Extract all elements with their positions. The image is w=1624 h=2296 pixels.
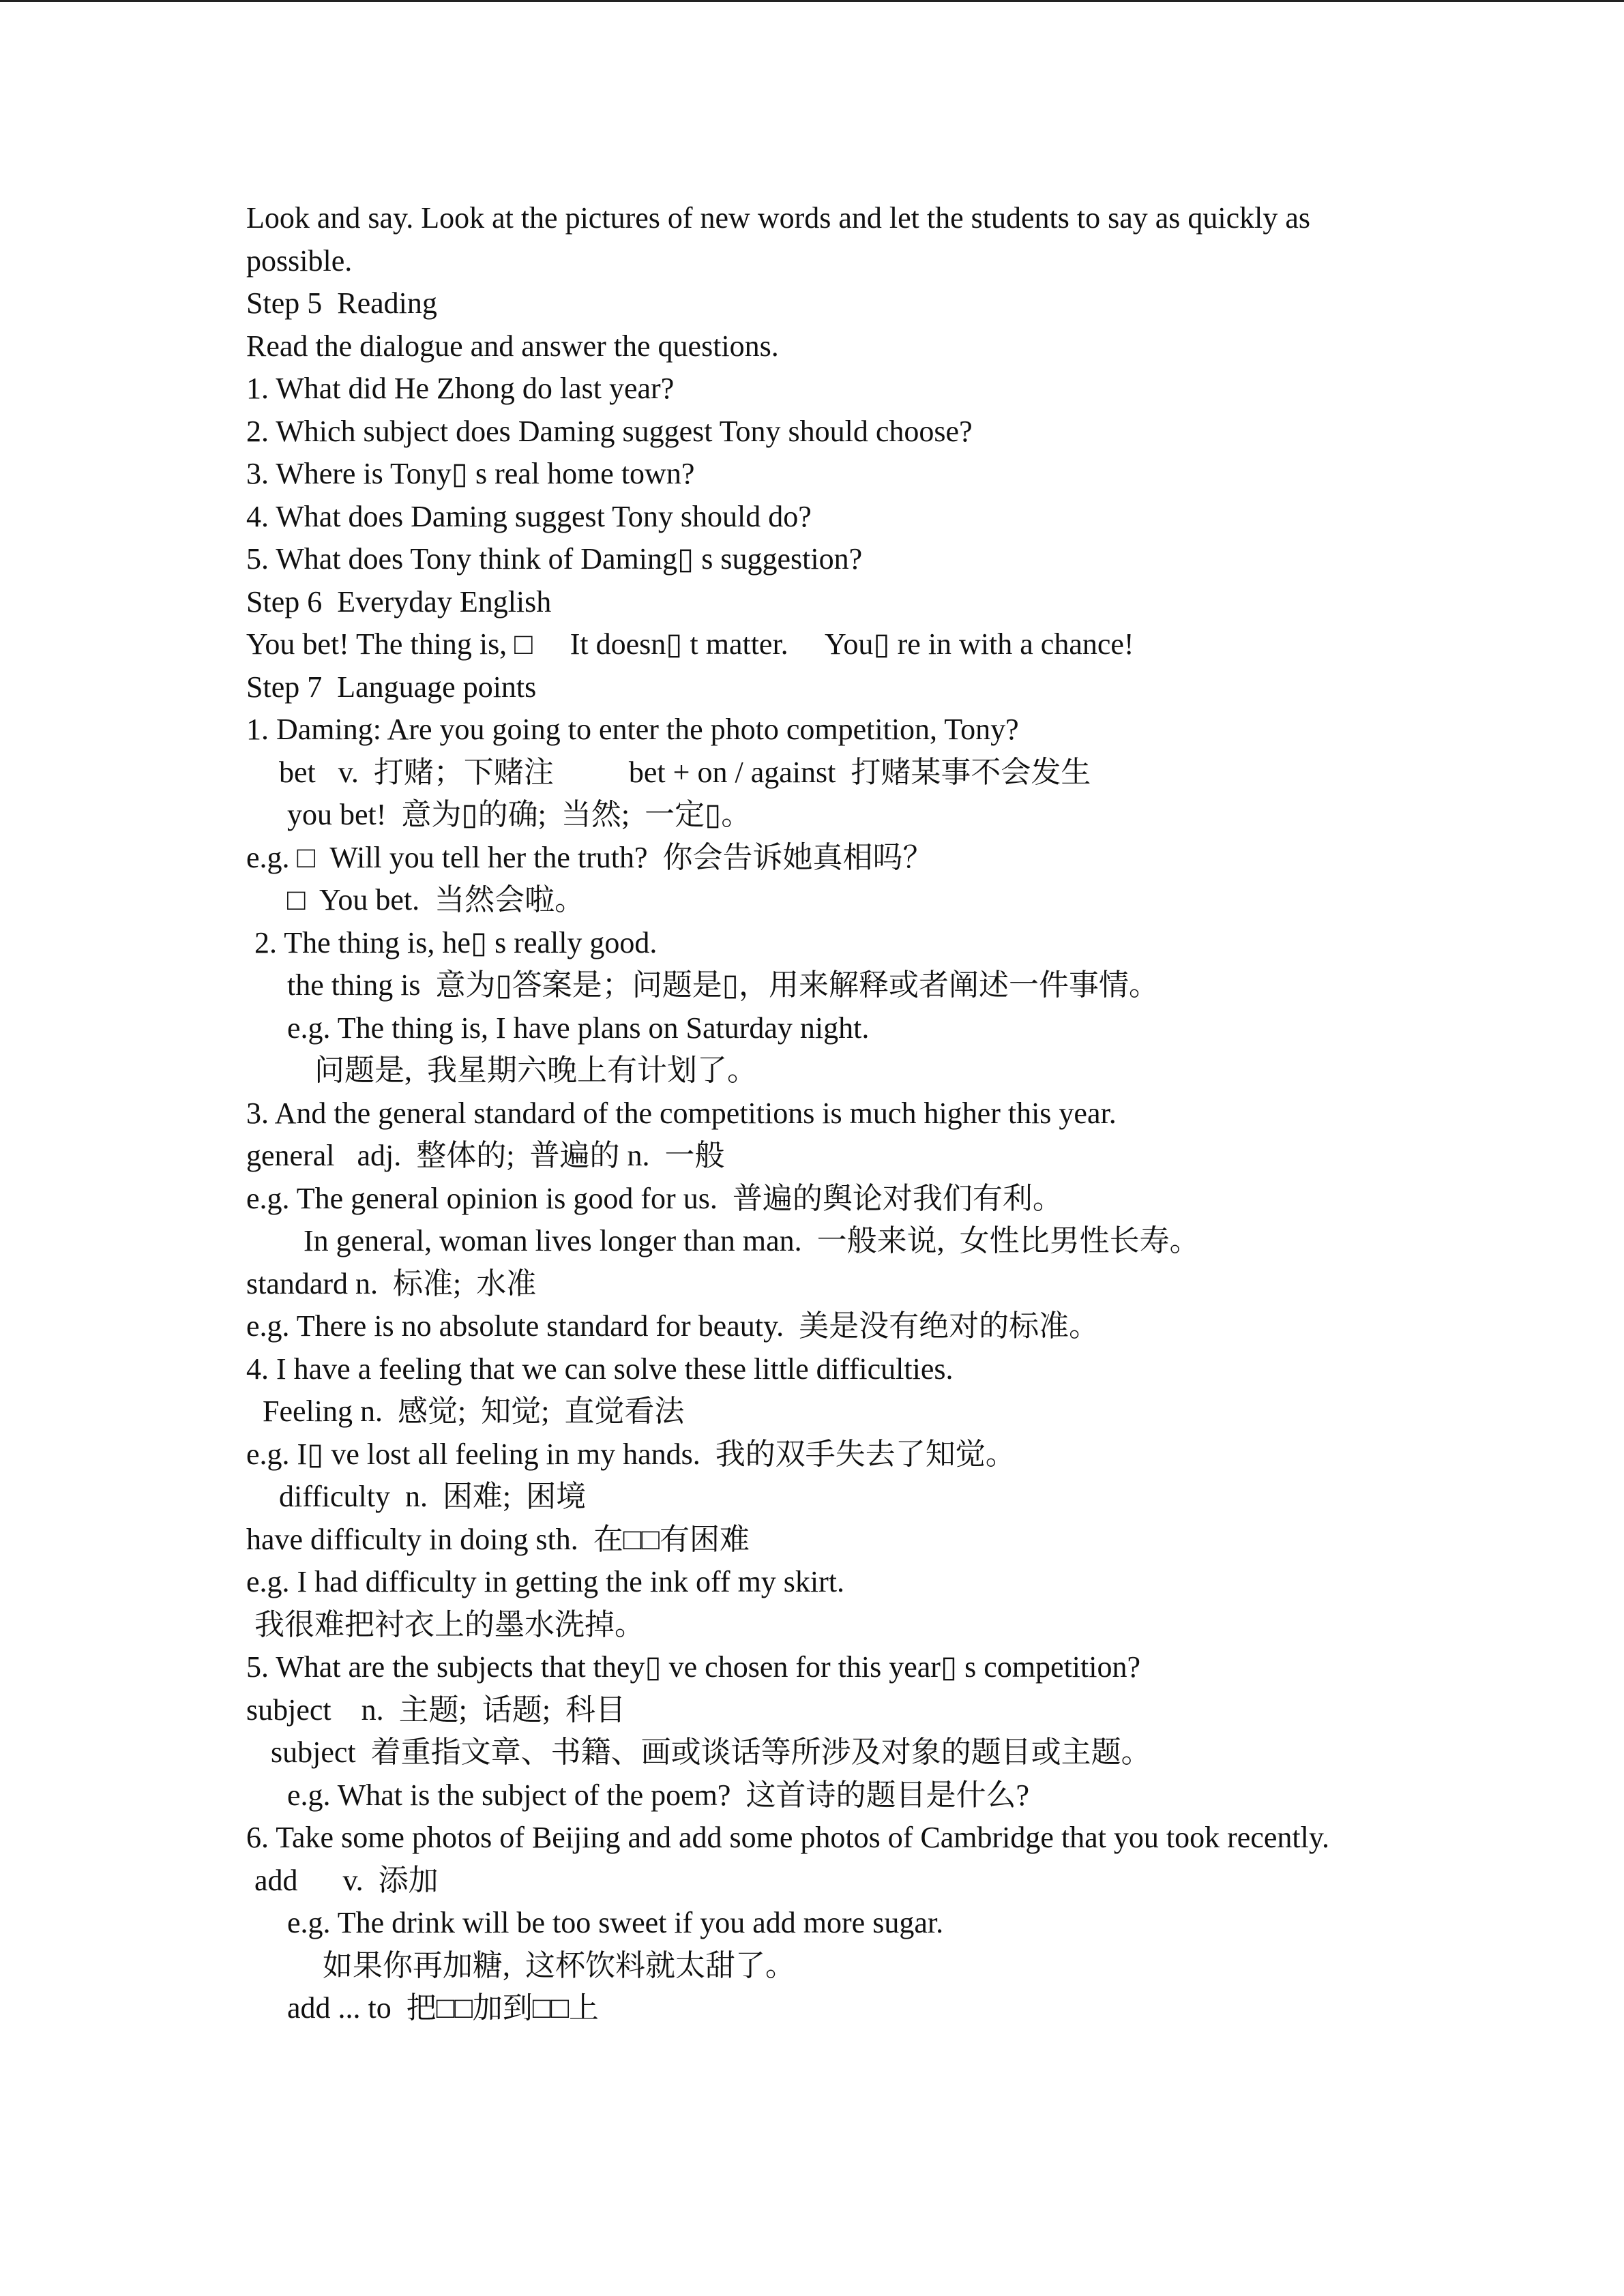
vocab-bet: bet v. 打赌；下赌注 bet + on / against 打赌某事不会发生 bbox=[279, 755, 1091, 789]
vocab-subject-usage: subject 着重指文章、书籍、画或谈话等所涉及对象的题目或主题。 bbox=[271, 1735, 1151, 1769]
question-1: 1. What did He Zhong do last year? bbox=[246, 372, 675, 405]
intro-paragraph: Look and say. Look at the pictures of new words and let the students to say as quickly as possible. bbox=[246, 201, 1311, 278]
vocab-you-bet: you bet! 意为▯的确; 当然; 一定▯。 bbox=[287, 798, 752, 831]
example-add-translation: 如果你再加糖, 这杯饮料就太甜了。 bbox=[323, 1948, 795, 1982]
language-point-2: 2. The thing is, he▯ s really good. bbox=[254, 925, 658, 959]
language-point-4: 4. I have a feeling that we can solve these little difficulties. bbox=[246, 1352, 954, 1386]
everyday-english-phrases: You bet! The thing is, □ It doesn▯ t matter. You▯ re in with a chance! bbox=[246, 627, 1134, 661]
example-add: e.g. The drink will be too sweet if you add more sugar. bbox=[287, 1906, 944, 1939]
reading-instruction: Read the dialogue and answer the questions. bbox=[246, 329, 779, 363]
step-6-heading: Step 6 Everyday English bbox=[246, 584, 552, 618]
vocab-the-thing-is: the thing is 意为▯答案是；问题是▯，用来解释或者阐述一件事情。 bbox=[287, 968, 1159, 1002]
vocab-difficulty: difficulty n. 困难; 困境 bbox=[279, 1480, 587, 1513]
example-standard: e.g. There is no absolute standard for beauty. 美是没有绝对的标准。 bbox=[246, 1309, 1099, 1343]
example-feeling: e.g. I▯ ve lost all feeling in my hands. 我的双手失去了知觉。 bbox=[246, 1437, 1016, 1471]
vocab-feeling: Feeling n. 感觉; 知觉; 直觉看法 bbox=[263, 1395, 685, 1428]
step-5-heading: Step 5 Reading bbox=[246, 286, 437, 320]
vocab-general: general adj. 整体的; 普遍的 n. 一般 bbox=[246, 1139, 725, 1172]
phrase-have-difficulty: have difficulty in doing sth. 在□□有困难 bbox=[246, 1522, 750, 1556]
document-body bbox=[246, 197, 1378, 2030]
top-border-line bbox=[0, 0, 1624, 2]
vocab-add: add v. 添加 bbox=[254, 1863, 439, 1897]
language-point-5: 5. What are the subjects that they▯ ve chosen for this year▯ s competition? bbox=[246, 1650, 1140, 1684]
example-general-2: In general, woman lives longer than man. 一般来说, 女性比男性长寿。 bbox=[304, 1224, 1200, 1257]
example-difficulty-translation: 我很难把衬衣上的墨水洗掉。 bbox=[254, 1607, 645, 1641]
question-3: 3. Where is Tony▯ s real home town? bbox=[246, 457, 695, 490]
question-4: 4. What does Daming suggest Tony should do? bbox=[246, 499, 812, 533]
example-subject: e.g. What is the subject of the poem? 这首诗的题目是什么? bbox=[287, 1778, 1029, 1812]
language-point-1: 1. Daming: Are you going to enter the photo competition, Tony? bbox=[246, 713, 1019, 746]
question-5: 5. What does Tony think of Daming▯ s suggestion? bbox=[246, 542, 863, 576]
example-general-1: e.g. The general opinion is good for us. 普遍的舆论对我们有利。 bbox=[246, 1181, 1063, 1215]
phrase-add-to: add ... to 把□□加到□□上 bbox=[287, 1991, 600, 2025]
example-the-thing-is: e.g. The thing is, I have plans on Saturday night. bbox=[287, 1011, 870, 1045]
example-the-thing-is-translation: 问题是, 我星期六晚上有计划了。 bbox=[314, 1054, 757, 1087]
language-point-6: 6. Take some photos of Beijing and add some photos of Cambridge that you took recently. bbox=[246, 1821, 1329, 1854]
example-difficulty: e.g. I had difficulty in getting the ink off my skirt. bbox=[246, 1565, 845, 1598]
step-7-heading: Step 7 Language points bbox=[246, 670, 537, 704]
vocab-subject: subject n. 主题; 话题; 科目 bbox=[246, 1693, 626, 1727]
question-2: 2. Which subject does Daming suggest Tony should choose? bbox=[246, 414, 973, 448]
language-point-3: 3. And the general standard of the competitions is much higher this year. bbox=[246, 1096, 1117, 1130]
example-you-bet-question: e.g. □ Will you tell her the truth? 你会告诉她真相吗？ bbox=[246, 840, 933, 874]
vocab-standard: standard n. 标准; 水准 bbox=[246, 1266, 537, 1300]
example-you-bet-answer: □ You bet. 当然会啦。 bbox=[287, 883, 585, 916]
